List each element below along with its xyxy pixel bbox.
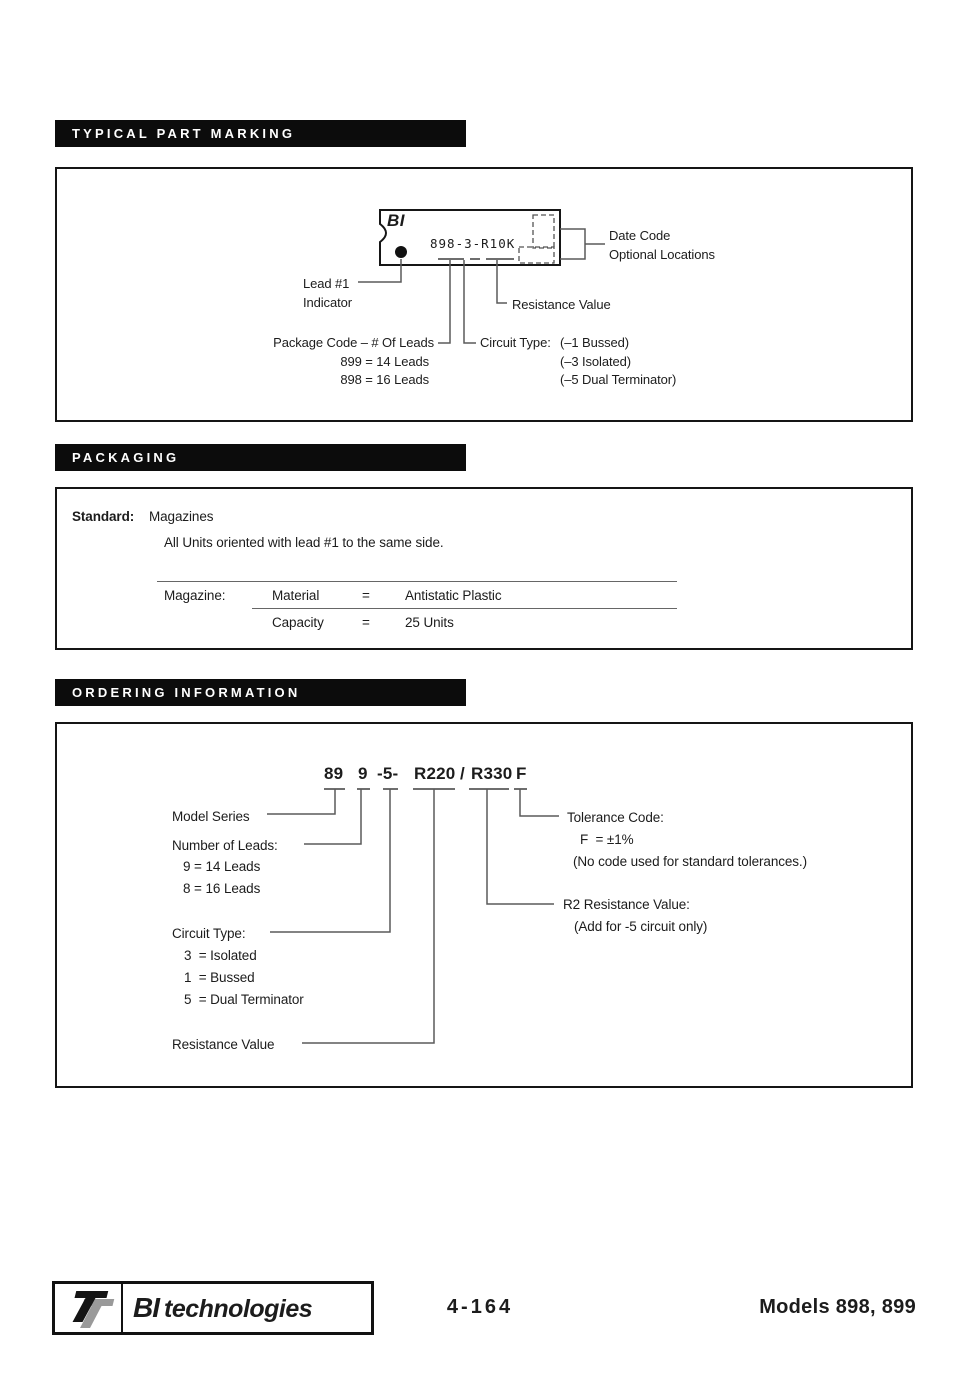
package-bi-logo: BI bbox=[387, 211, 405, 230]
code-leads: 9 bbox=[358, 764, 368, 783]
date-code-label: Date Code Optional Locations bbox=[609, 228, 715, 262]
model-series-label: Model Series bbox=[172, 809, 250, 824]
page-number: 4-164 bbox=[446, 1296, 514, 1318]
code-circuit: -5- bbox=[377, 764, 399, 783]
packaging-panel bbox=[55, 487, 913, 650]
package-code-leader bbox=[438, 260, 450, 343]
resistance-value-label: Resistance Value bbox=[512, 297, 611, 312]
circuit-option-3: 5 = Dual Terminator bbox=[184, 992, 304, 1007]
leads-option-1: 9 = 14 Leads bbox=[183, 859, 261, 874]
table-rule-top bbox=[157, 581, 677, 582]
package-marking-text: 898-3-R10K bbox=[430, 236, 516, 251]
tolerance-note: (No code used for standard tolerances.) bbox=[573, 854, 807, 869]
circuit-leader bbox=[270, 789, 390, 932]
section-header-ordering bbox=[55, 679, 466, 706]
circuit-option-2: 1 = Bussed bbox=[184, 970, 255, 985]
circuit-type-leader bbox=[464, 260, 476, 343]
leads-option-2: 8 = 16 Leads bbox=[183, 881, 261, 896]
r2-label: R2 Resistance Value: bbox=[563, 897, 690, 912]
table-rule-mid bbox=[252, 608, 677, 609]
section-title: PACKAGING bbox=[72, 450, 180, 465]
lead1-indicator-dot bbox=[395, 246, 407, 258]
code-model-series: 89 bbox=[324, 764, 344, 783]
date-code-bracket bbox=[560, 229, 585, 259]
code-r2: R330 bbox=[471, 764, 513, 783]
material-property: Material bbox=[272, 588, 320, 603]
brand-technologies: technologies bbox=[164, 1295, 313, 1323]
standard-value: Magazines bbox=[149, 509, 214, 524]
material-value: Antistatic Plastic bbox=[405, 588, 502, 603]
leads-label: Number of Leads: bbox=[172, 838, 278, 853]
brand-divider bbox=[121, 1284, 123, 1332]
leads-leader bbox=[304, 789, 361, 844]
circuit-label: Circuit Type: bbox=[172, 926, 246, 941]
part-marking-panel bbox=[55, 167, 913, 422]
section-title: ORDERING INFORMATION bbox=[72, 685, 301, 700]
tolerance-leader bbox=[520, 789, 559, 816]
code-slash: / bbox=[460, 764, 465, 783]
code-tolerance: F bbox=[516, 764, 527, 783]
r2-note: (Add for -5 circuit only) bbox=[574, 919, 708, 934]
orientation-note: All Units oriented with lead #1 to the same side. bbox=[164, 535, 444, 550]
resistance-label: Resistance Value bbox=[172, 1037, 275, 1052]
lead1-label: Lead #1 Indicator bbox=[303, 276, 352, 310]
tolerance-label: Tolerance Code: bbox=[567, 810, 664, 825]
tt-electronics-icon bbox=[59, 1288, 117, 1330]
magazine-label: Magazine: bbox=[164, 588, 226, 603]
capacity-value: 25 Units bbox=[405, 615, 454, 630]
standard-label: Standard: bbox=[72, 509, 135, 524]
circuit-type-options: (–1 Bussed) (–3 Isolated) (–5 Dual Terminator) bbox=[560, 335, 677, 387]
section-header-part-marking bbox=[55, 120, 466, 147]
footer-models: Models 898, 899 bbox=[759, 1296, 916, 1318]
brand-logo-frame bbox=[52, 1281, 374, 1335]
package-code-label: Package Code – # Of Leads 899 = 14 Leads 898 = 16 Leads bbox=[273, 335, 434, 387]
resistance-leader bbox=[302, 789, 434, 1043]
section-header-packaging bbox=[55, 444, 466, 471]
circuit-option-1: 3 = Isolated bbox=[184, 948, 257, 963]
resistance-value-leader bbox=[497, 260, 507, 303]
capacity-property: Capacity bbox=[272, 615, 324, 630]
brand-bi: BI bbox=[133, 1292, 159, 1323]
material-eq: = bbox=[362, 588, 370, 603]
model-series-leader bbox=[267, 789, 335, 814]
connector-lines bbox=[267, 789, 559, 1043]
circuit-type-label: Circuit Type: bbox=[480, 335, 551, 350]
ordering-panel bbox=[55, 722, 913, 1088]
tolerance-value: F = ±1% bbox=[580, 832, 634, 847]
code-resistance: R220 bbox=[414, 764, 456, 783]
section-title: TYPICAL PART MARKING bbox=[72, 126, 296, 141]
brand-wordmark bbox=[133, 1284, 312, 1332]
capacity-eq: = bbox=[362, 615, 370, 630]
